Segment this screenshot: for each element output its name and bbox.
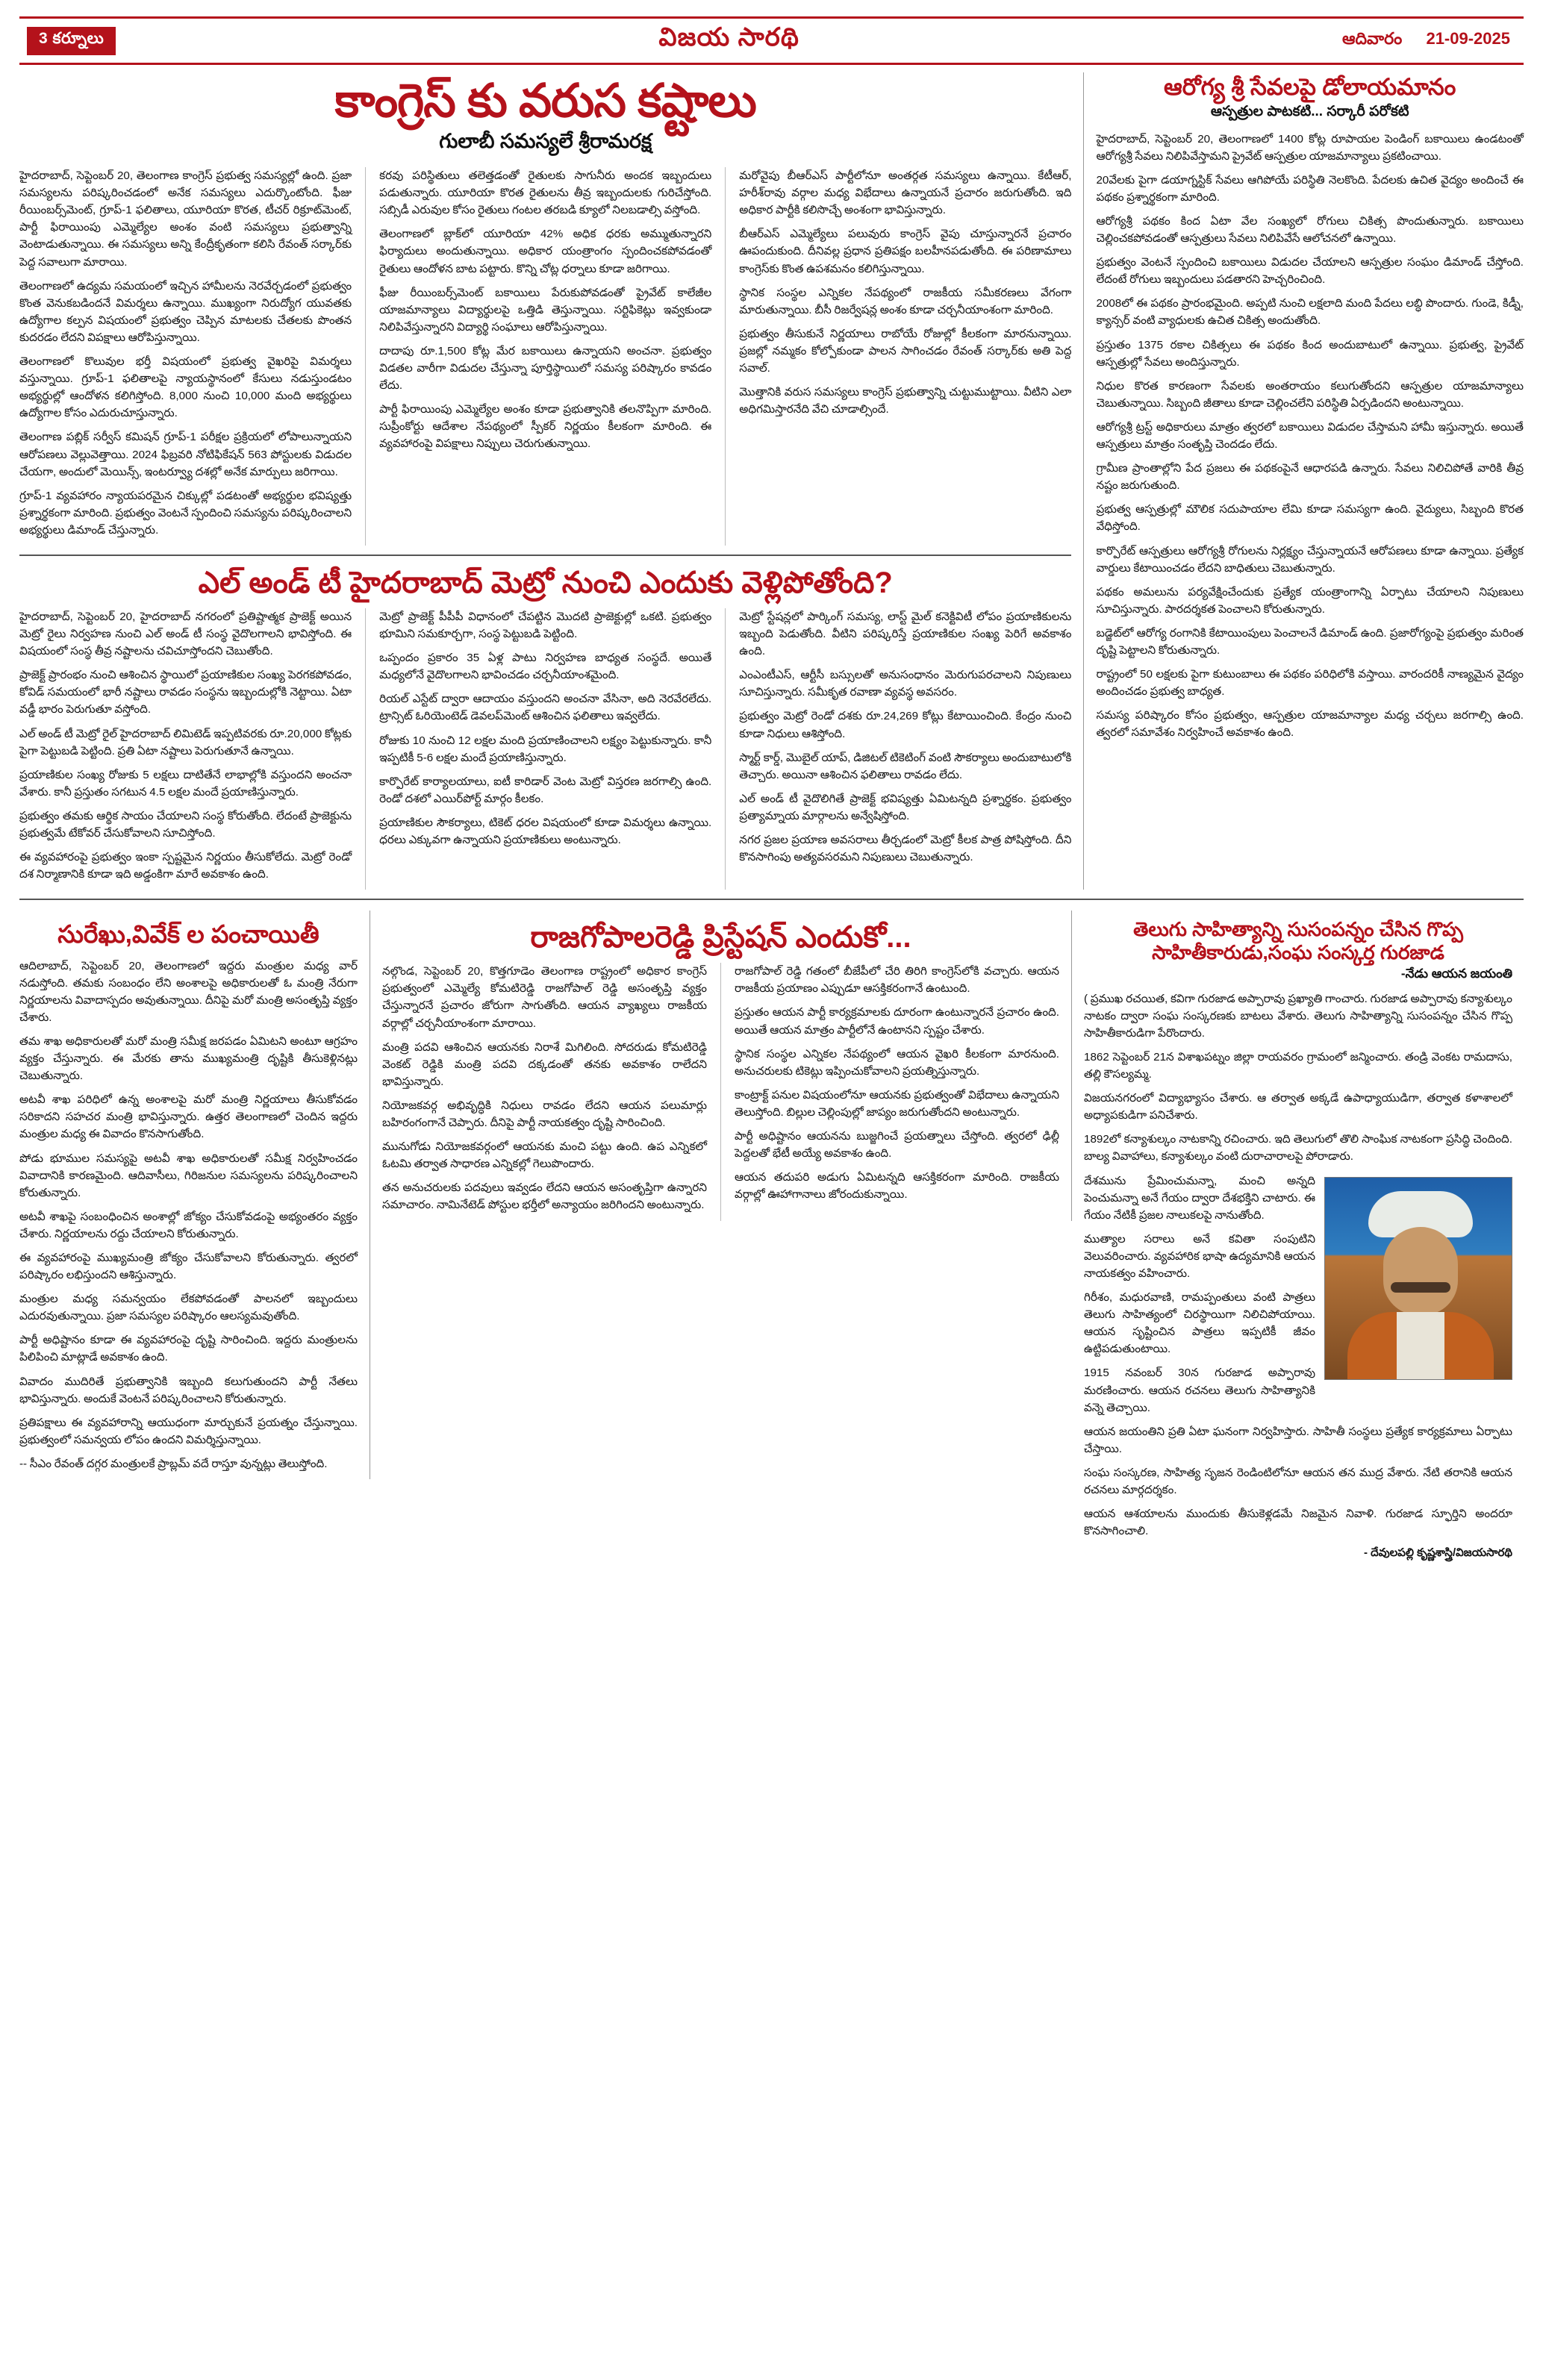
lead-story-columns [19,167,1071,546]
bottom-section [19,911,1524,1562]
paragraph: మంత్రుల మధ్య సమన్వయం లేకపోవడంతో పాలనలో ఇబ్బందులు ఎదురవుతున్నాయి. ప్రజా సమస్యల పరిష్కారం ఆలస్యమవుతోంది. [19,1293,358,1323]
paragraph: దేశమును ప్రేమించుమన్నా, మంచి అన్నది పెంచుమన్నా అనే గేయం ద్వారా దేశభక్తిని చాటారు. ఈ గేయం నేటికీ ప్రజల నాలుకలపై నానుతోంది. [1084,1174,1315,1222]
paragraph: గిరీశం, మధురవాణి, రామప్పంతులు వంటి పాత్రలు తెలుగు సాహిత్యంలో చిరస్థాయిగా నిలిచిపోయాయి. ఆయన సృష్టించిన పాత్రలు ఇప్పటికీ జీవం ఉట్టిపడుతుంటాయి. [1084,1291,1315,1356]
paragraph: ఆరోగ్యశ్రీ ట్రస్ట్ అధికారులు మాత్రం త్వరలో బకాయిలు విడుదల చేస్తామని హామీ ఇస్తున్నారు. అయితే ఆస్పత్రులు మాత్రం సంతృప్తి చెందడం లేదు. [1096,420,1524,452]
paragraph: కార్పొరేట్ ఆస్పత్రులు ఆరోగ్యశ్రీ రోగులను నిర్లక్ష్యం చేస్తున్నాయనే ఆరోపణలు కూడా ఉన్నాయి. ప్రత్యేక వార్డులు కేటాయించడం లేదని బాధితులు చెబుతున్నారు. [1096,544,1524,575]
paragraph: విజయనగరంలో విద్యాభ్యాసం చేశారు. ఆ తర్వాత అక్కడే ఉపాధ్యాయుడిగా, తర్వాత కళాశాలలో అధ్యాపకుడిగా పనిచేశారు. [1084,1092,1512,1122]
paragraph: తెలంగాణలో ఉద్యమ సమయంలో ఇచ్చిన హామీలను నెరవేర్చడంలో ప్రభుత్వం కొంత వెనుకబడిందనే విమర్శలు ఉన్నాయి. ముఖ్యంగా నిరుద్యోగ యువతకు ఉద్యోగాల కల్పన విషయంలో ప్రభుత్వం చెప్పిన మాటలకు చేతలకు పొంతన కుదరడం లేదని విపక్షాలు ఆరోపిస్తున్నాయి. [19,279,352,344]
paragraph: గ్రూప్-1 వ్యవహారం న్యాయపరమైన చిక్కుల్లో పడటంతో అభ్యర్థుల భవిష్యత్తు ప్రశ్నార్థకంగా మారింది. ప్రభుత్వం వెంటనే స్పందించి సమస్యను పరిష్కరించాలని అభ్యర్థులు డిమాండ్ చేస్తున్నారు. [19,489,352,537]
paragraph: రాష్ట్రంలో 50 లక్షలకు పైగా కుటుంబాలు ఈ పథకం పరిధిలోకి వస్తాయి. వారందరికీ నాణ్యమైన వైద్యం అందించడం ప్రభుత్వ బాధ్యత. [1096,668,1524,699]
paragraph: ప్రయాణికుల సౌకర్యాలు, టికెట్ ధరల విషయంలో కూడా విమర్శలు ఉన్నాయి. ధరలు ఎక్కువగా ఉన్నాయని ప్రయాణికులు అంటున్నారు. [379,816,712,846]
paragraph: ప్రతిపక్షాలు ఈ వ్యవహారాన్ని ఆయుధంగా మార్చుకునే ప్రయత్నం చేస్తున్నాయి. ప్రభుత్వంలో సమన్వయ లోపం ఉందని విమర్శిస్తున్నాయి. [19,1416,358,1446]
rajagopal-col-2 [735,963,1059,1220]
literature-byline: -నేడు ఆయన జయంతి [1400,966,1512,981]
paragraph: కాంట్రాక్ట్ పనుల విషయంలోనూ ఆయనకు ప్రభుత్వంతో విభేదాలు ఉన్నాయని తెలుస్తోంది. బిల్లుల చెల్లింపుల్లో జాప్యం జరుగుతోందని అంటున్నారు. [735,1088,1059,1119]
section-divider [19,899,1524,900]
panchayat-headline: సురేఖు,వివేక్ ల పంచాయితీ [57,920,319,949]
paragraph: ప్రభుత్వం తీసుకునే నిర్ణయాలు రాబోయే రోజుల్లో కీలకంగా మారనున్నాయి. ప్రజల్లో నమ్మకం కోల్పోకుండా పాలన సాగించడం రేవంత్ సర్కార్‌కు అతి పెద్ద సవాల్. [739,327,1072,375]
edition-label: 3 కర్నూలు [27,27,116,55]
paragraph: 2008లో ఈ పథకం ప్రారంభమైంది. అప్పటి నుంచి లక్షలాది మంది పేదలు లబ్ధి పొందారు. గుండె, కిడ్నీ, క్యాన్సర్ వంటి వ్యాధులకు ఉచిత చికిత్స అందుతోంది. [1096,297,1524,328]
paragraph: బడ్జెట్‌లో ఆరోగ్య రంగానికి కేటాయింపులు పెంచాలనే డిమాండ్ ఉంది. ప్రజారోగ్యంపై ప్రభుత్వం మరింత దృష్టి పెట్టాలని కోరుతున్నారు. [1096,626,1524,657]
paragraph: నిధుల కొరత కారణంగా సేవలకు అంతరాయం కలుగుతోందని ఆస్పత్రుల యాజమాన్యాలు చెబుతున్నాయి. సిబ్బంది జీతాలు కూడా చెల్లించలేని పరిస్థితి ఏర్పడిందని అంటున్నాయి. [1096,379,1524,410]
lead-col-2 [379,167,711,546]
date-label: 21-09-2025 [1426,29,1510,48]
paragraph: పార్టీ ఫిరాయింపు ఎమ్మెల్యేల అంశం కూడా ప్రభుత్వానికి తలనొప్పిగా మారింది. సుప్రీంకోర్టు ఆదేశాల నేపథ్యంలో స్పీకర్ నిర్ణయం కీలకంగా మారింది. ఈ వ్యవహారంపై విపక్షాలు నిప్పులు చెరుగుతున్నాయి. [379,403,712,451]
paragraph: పార్టీ అధిష్టానం ఆయనను బుజ్జగించే ప్రయత్నాలు చేస్తోంది. త్వరలో ఢిల్లీ పెద్దలతో భేటీ అయ్యే అవకాశం ఉంది. [735,1130,1059,1161]
main-content [19,72,1524,890]
paragraph: స్థానిక సంస్థల ఎన్నికల నేపథ్యంలో రాజకీయ సమీకరణలు వేగంగా మారుతున్నాయి. బీసీ రిజర్వేషన్ల అంశం కూడా చర్చనీయాంశంగా మారింది. [739,286,1072,316]
rajagopal-col-1 [382,963,707,1220]
column-divider [365,608,366,890]
paragraph: మునుగోడు నియోజకవర్గంలో ఆయనకు మంచి పట్టు ఉంది. ఉప ఎన్నికలో ఓటమి తర్వాత సాధారణ ఎన్నికల్లో గెలుపొందారు. [382,1140,707,1171]
paragraph: అటవీ శాఖపై సంబంధించిన అంశాల్లో జోక్యం చేసుకోవడంపై అభ్యంతరం వ్యక్తం చేశారు. నిర్ణయాలను రద్దు చేయాలని కోరుతున్నారు. [19,1210,358,1240]
paragraph: తెలంగాణలో బ్లాక్‌లో యూరియా 42% అధిక ధరకు అమ్ముతున్నారని ఫిర్యాదులు అందుతున్నాయి. అధికార యంత్రాంగం స్పందించకపోవడంతో రైతులు ఆందోళన బాట పట్టారు. కొన్ని చోట్ల ధర్నాలు కూడా జరిగాయి. [379,228,712,275]
paragraph: కరవు పరిస్థితులు తలెత్తడంతో రైతులకు సాగునీరు అందక ఇబ్బందులు పడుతున్నారు. యూరియా కొరత రైతులను తీవ్ర ఇబ్బందులకు గురిచేస్తోంది. సబ్సిడీ ఎరువుల కోసం రైతులు గంటల తరబడి క్యూలో నిలబడాల్సి వస్తోంది. [379,169,712,217]
paragraph: వివాదం ముదిరితే ప్రభుత్వానికి ఇబ్బంది కలుగుతుందని పార్టీ నేతలు భావిస్తున్నారు. అందుకే వెంటనే పరిష్కరించాలని కోరుతున్నారు. [19,1375,358,1405]
paragraph: ఈ వ్యవహారంపై ప్రభుత్వం ఇంకా స్పష్టమైన నిర్ణయం తీసుకోలేదు. మెట్రో రెండో దశ నిర్మాణానికి కూడా ఇది అడ్డంకిగా మారే అవకాశం ఉంది. [19,851,352,881]
paragraph: సమస్య పరిష్కారం కోసం ప్రభుత్వం, ఆస్పత్రుల యాజమాన్యాల మధ్య చర్చలు జరగాల్సి ఉంది. త్వరలో సమావేశం నిర్వహించే అవకాశం ఉంది. [1096,709,1524,740]
paragraph: ఒప్పందం ప్రకారం 35 ఏళ్ల పాటు నిర్వహణ బాధ్యత సంస్థదే. అయితే మధ్యలోనే వైదొలగాలని భావించడం చర్చనీయాంశమైంది. [379,652,712,682]
paragraph: 1862 సెప్టెంబర్ 21న విశాఖపట్నం జిల్లా రాయవరం గ్రామంలో జన్మించారు. తండ్రి వెంకట రామదాసు, తల్లి కౌసల్యమ్మ. [1084,1050,1512,1081]
masthead [19,16,1524,65]
paragraph: ప్రస్తుతం ఆయన పార్టీ కార్యక్రమాలకు దూరంగా ఉంటున్నారనే ప్రచారం ఉంది. అయితే ఆయన మాత్రం పార్టీలోనే ఉంటానని స్పష్టం చేశారు. [735,1006,1059,1037]
paragraph: ఎల్ అండ్ టీ వైదొలిగితే ప్రాజెక్ట్ భవిష్యత్తు ఏమిటన్నది ప్రశ్నార్థకం. ప్రభుత్వం ప్రత్యామ్నాయ మార్గాలను అన్వేషిస్తోంది. [739,792,1072,822]
paragraph: ఈ వ్యవహారంపై ముఖ్యమంత్రి జోక్యం చేసుకోవాలని కోరుతున్నారు. త్వరలో పరిష్కారం లభిస్తుందని ఆశిస్తున్నారు. [19,1251,358,1282]
paragraph: దాదాపు రూ.1,500 కోట్ల మేర బకాయిలు ఉన్నాయని అంచనా. ప్రభుత్వం విడతల వారీగా విడుదల చేస్తున్నా పూర్తిస్థాయిలో సమస్య పరిష్కారం కావడం లేదు. [379,344,712,393]
column-divider [720,963,721,1220]
literature-headline: తెలుగు సాహిత్యాన్ని సుసంపన్నం చేసిన గొప్ప సాహితీకారుడు,సంఘ సంస్కర్త గురజాడ [1133,918,1463,964]
metro-col-1 [19,608,352,890]
metro-headline: ఎల్ అండ్ టీ హైదరాబాద్ మెట్రో నుంచి ఎందుకు వెళ్లిపోతోంది? [198,566,893,599]
paragraph: గ్రామీణ ప్రాంతాల్లోని పేద ప్రజలు ఈ పథకంపైనే ఆధారపడి ఉన్నారు. సేవలు నిలిచిపోతే వారికి తీవ్ర నష్టం జరుగుతుంది. [1096,462,1524,493]
paragraph: మెట్రో ప్రాజెక్ట్ పీపీపీ విధానంలో చేపట్టిన మొదటి ప్రాజెక్టుల్లో ఒకటి. ప్రభుత్వం భూమిని సమకూర్చగా, సంస్థ పెట్టుబడి పెట్టింది. [379,610,712,641]
date-block [1342,29,1516,52]
paragraph: ఆదిలాబాద్, సెప్టెంబర్ 20, తెలంగాణలో ఇద్దరు మంత్రుల మధ్య వార్ నడుస్తోంది. తమకు సంబంధం లేని అంశాలపై అధికారులతో ఓ మంత్రి నేరుగా నిర్ణయాలను వివాదాస్పదం అవుతున్నాయి. దీనిపై మరో మంత్రి అసంతృప్తి వ్యక్తం చేశారు. [19,959,358,1024]
paragraph: ఆరోగ్యశ్రీ పథకం కింద ఏటా వేల సంఖ్యలో రోగులు చికిత్స పొందుతున్నారు. బకాయిలు చెల్లించకపోవడంతో ఆస్పత్రులు సేవలు నిలిపివేసే ఆలోచనలో ఉన్నాయి. [1096,215,1524,246]
right-zone [1084,72,1524,748]
column-divider [725,608,726,890]
section-divider [19,555,1071,556]
paragraph: తెలంగాణలో కొలువుల భర్తీ విషయంలో ప్రభుత్వ వైఖరిపై విమర్శలు వస్తున్నాయి. గ్రూప్-1 ఫలితాలపై న్యాయస్థానంలో కేసులు నడుస్తుండటం అభ్యర్థుల్లో ఆందోళన కలిగిస్తోంది. 8,000 నుంచి 10,000 మంది అభ్యర్థులు ఉద్యోగాల కోసం ఎదురుచూస్తున్నారు. [19,355,352,420]
paragraph: ఆయన జయంతిని ప్రతి ఏటా ఘనంగా నిర్వహిస్తారు. సాహితీ సంస్థలు ప్రత్యేక కార్యక్రమాలు ఏర్పాటు చేస్తాయి. [1084,1425,1512,1455]
paragraph: హైదరాబాద్, సెప్టెంబర్ 20, తెలంగాణలో 1400 కోట్ల రూపాయల పెండింగ్ బకాయిలు ఉండటంతో ఆరోగ్యశ్రీ సేవలు నిలిపివేస్తామని ప్రైవేట్ ఆస్పత్రుల యాజమాన్యాలు ప్రకటించాయి. [1096,132,1524,163]
paragraph: ప్రస్తుతం 1375 రకాల చికిత్సలు ఈ పథకం కింద అందుబాటులో ఉన్నాయి. ప్రభుత్వ, ప్రైవేట్ ఆస్పత్రుల్లో సేవలు అందిస్తున్నారు. [1096,338,1524,369]
paragraph: సంఘ సంస్కరణ, సాహిత్య సృజన రెండింటిలోనూ ఆయన తన ముద్ర వేశారు. నేటి తరానికి ఆయన రచనలు మార్గదర్శకం. [1084,1466,1512,1496]
paragraph: ( ప్రముఖ రచయిత, కవిగా గురజాడ అప్పారావు ప్రఖ్యాతి గాంచారు. గురజాడ అప్పారావు కన్యాశుల్కం నాటకం ద్వారా సంఘ సంస్కరణకు బాటలు వేశారు. తెలుగు సాహిత్యాన్ని సుసంపన్నం చేసిన గొప్ప సాహితీకారుడిగా పేరొందారు. [1084,992,1512,1040]
paragraph: ఎంఎంటీఎస్, ఆర్టీసీ బస్సులతో అనుసంధానం మెరుగుపరచాలని నిపుణులు సూచిస్తున్నారు. సమీకృత రవాణా వ్యవస్థ అవసరం. [739,669,1072,699]
shawl-shape [1397,1312,1444,1380]
rajagopal-story [370,911,1072,1220]
paragraph: తమ శాఖ అధికారులతో మరో మంత్రి సమీక్ష జరపడం ఏమిటని అంటూ ఆగ్రహం వ్యక్తం చేస్తున్నారు. ఈ మేరకు తాను ముఖ్యమంత్రి దృష్టికి తీసుకెళ్లినట్లు చెబుతున్నారు. [19,1034,358,1083]
health-headline: ఆరోగ్య శ్రీ సేవలపై డోలాయమానం [1164,74,1456,100]
face-shape [1383,1227,1458,1315]
metro-col-2 [379,608,711,890]
paragraph: హైదరాబాద్, సెప్టెంబర్ 20, హైదరాబాద్ నగరంలో ప్రతిష్టాత్మక ప్రాజెక్ట్ అయిన మెట్రో రైలు నిర్వహణ నుంచి ఎల్ అండ్ టీ సంస్థ వైదొలగాలని భావిస్తోంది. ఈ విషయంలో సంస్థ తీవ్ర నష్టాలను చవిచూస్తోందని చెబుతోంది. [19,610,352,658]
paragraph: మొత్తానికి వరుస సమస్యలు కాంగ్రెస్ ప్రభుత్వాన్ని చుట్టుముట్టాయి. వీటిని ఎలా అధిగమిస్తారనేది వేచి చూడాల్సిందే. [739,386,1072,416]
paragraph: ఆయన ఆశయాలను ముందుకు తీసుకెళ్లడమే నిజమైన నివాళి. గురజాడ స్ఫూర్తిని అందరూ కొనసాగించాలి. [1084,1508,1512,1538]
literature-story [1072,911,1512,1562]
paragraph: నగర ప్రజల ప్రయాణ అవసరాలు తీర్చడంలో మెట్రో కీలక పాత్ర పోషిస్తోంది. దీని కొనసాగింపు అత్యవసరమని నిపుణులు చెబుతున్నారు. [739,834,1072,864]
left-zone [19,72,1084,890]
paragraph: 20వేలకు పైగా డయాగ్నస్టిక్ సేవలు ఆగిపోయే పరిస్థితి నెలకొంది. పేదలకు ఉచిత వైద్యం అందించే ఈ పథకం ప్రశ్నార్థకంగా మారింది. [1096,173,1524,204]
column-divider [725,167,726,546]
story-signature: -- సీఎం రేవంత్ దగ్గర మంత్రులకే ప్రాబ్లమ్ వదే రాస్తూ వున్నట్లు తెలుస్తోంది. [19,1457,328,1470]
paragraph: 1915 నవంబర్ 30న గురజాడ అప్పారావు మరణించారు. ఆయన రచనలు తెలుగు సాహిత్యానికి వన్నె తెచ్చాయి. [1084,1367,1315,1414]
paragraph: అటవీ శాఖ పరిధిలో ఉన్న అంశాలపై మరో మంత్రి నిర్ణయాలు తీసుకోవడం సరికాదని సహచర మంత్రి భావిస్తున్నారు. ఉత్తర తెలంగాణలో చెందిన ఇద్దరు మంత్రుల మధ్య ఈ వివాదం కొనసాగుతోంది. [19,1093,358,1141]
paragraph: పోడు భూముల సమస్యపై అటవీ శాఖ అధికారులతో సమీక్ష నిర్వహించడం వివాదానికి కారణమైంది. ఆదివాసీలు, గిరిజనుల సమస్యలను పరిష్కరించాలని కోరుతున్నారు. [19,1152,358,1199]
rajagopal-columns [382,963,1059,1220]
lead-subhead: గులాబీ సమస్యలే శ్రీరామరక్ష [439,130,652,153]
gurajada-apparao-portrait [1324,1177,1512,1380]
lead-headline: కాంగ్రెస్ కు వరుస కష్టాలు [334,75,756,127]
lead-col-3 [739,167,1071,546]
paragraph: మరోవైపు బీఆర్ఎస్ పార్టీలోనూ అంతర్గత సమస్యలు ఉన్నాయి. కేటీఆర్, హరీశ్‌రావు వర్గాల మధ్య విభేదాలు ఉన్నాయనే ప్రచారం జరుగుతోంది. ఇది అధికార పార్టీకి కలిసొచ్చే అంశంగా భావిస్తున్నారు. [739,169,1072,217]
paragraph: కార్పొరేట్ కార్యాలయాలు, ఐటీ కారిడార్ వెంట మెట్రో విస్తరణ జరగాల్సి ఉంది. రెండో దశలో ఎయిర్‌పోర్ట్ మార్గం కీలకం. [379,775,712,805]
column-divider [365,167,366,546]
paragraph: ప్రభుత్వ ఆస్పత్రుల్లో మౌలిక సదుపాయాల లేమి కూడా సమస్యగా ఉంది. వైద్యులు, సిబ్బంది కొరత వేధిస్తోంది. [1096,503,1524,534]
metro-col-3 [739,608,1071,890]
paragraph: ఆయన తదుపరి అడుగు ఏమిటన్నది ఆసక్తికరంగా మారింది. రాజకీయ వర్గాల్లో ఊహాగానాలు జోరందుకున్నాయి. [735,1171,1059,1202]
paragraph: ముత్యాల సరాలు అనే కవితా సంపుటిని వెలువరించారు. వ్యవహారిక భాషా ఉద్యమానికి ఆయన నాయకత్వం వహించారు. [1084,1232,1315,1280]
paragraph: నియోజకవర్గ అభివృద్ధికి నిధులు రావడం లేదని ఆయన పలుమార్లు బహిరంగంగానే చెప్పారు. దీనిపై పార్టీ నాయకత్వం దృష్టి సారించింది. [382,1099,707,1130]
paragraph: స్థానిక సంస్థల ఎన్నికల నేపథ్యంలో ఆయన వైఖరి కీలకంగా మారనుంది. అనుచరులకు టికెట్లు ఇప్పించుకోవాలని ప్రయత్నిస్తున్నారు. [735,1047,1059,1078]
paragraph: స్మార్ట్ కార్డ్, మొబైల్ యాప్, డిజిటల్ టికెటింగ్ వంటి సౌకర్యాలు అందుబాటులోకి తెచ్చారు. అయినా ఆశించిన ఫలితాలు రావడం లేదు. [739,751,1072,781]
paragraph: ప్రభుత్వం వెంటనే స్పందించి బకాయిలు విడుదల చేయాలని ఆస్పత్రుల సంఘం డిమాండ్ చేస్తోంది. లేదంటే రోగులు ఇబ్బందులు పడతారని హెచ్చరించింది. [1096,256,1524,287]
health-subhead: ఆస్పత్రుల పాట‌కటి... సర్కారీ పరోకటి [1210,103,1409,119]
paragraph: తన అనుచరులకు పదవులు ఇవ్వడం లేదని ఆయన అసంతృప్తిగా ఉన్నారని సమాచారం. నామినేటెడ్ పోస్టుల భర్తీలో అన్యాయం జరిగిందని అంటున్నారు. [382,1181,707,1212]
panchayat-story [19,911,370,1479]
moustache-shape [1391,1282,1450,1293]
paragraph: రోజుకు 10 నుంచి 12 లక్షల మంది ప్రయాణించాలని లక్ష్యం పెట్టుకున్నారు. కానీ ఇప్పటికీ 5-6 లక్షల మందే ప్రయాణిస్తున్నారు. [379,734,712,764]
paragraph: ప్రాజెక్ట్ ప్రారంభం నుంచి ఆశించిన స్థాయిలో ప్రయాణికుల సంఖ్య పెరగకపోవడం, కోవిడ్ సమయంలో భారీ నష్టాలు రావడం సంస్థను ఇబ్బందుల్లోకి నెట్టాయి. ఏటా వడ్డీ భారం పెరుగుతూ వస్తోంది. [19,669,352,716]
paragraph: రియల్ ఎస్టేట్ ద్వారా ఆదాయం వస్తుందని అంచనా వేసినా, అది నెరవేరలేదు. ట్రాన్సిట్ ఓరియెంటెడ్ డెవలప్‌మెంట్ ఆశించిన ఫలితాలు ఇవ్వలేదు. [379,693,712,723]
paragraph: నల్గొండ, సెప్టెంబర్ 20, కొత్తగూడెం తెలంగాణ రాష్ట్రంలో అధికార కాంగ్రెస్ ప్రభుత్వంలో ఎమ్మెల్యే కోమటిరెడ్డి రాజగోపాల్ రెడ్డి అసంతృప్తి వ్యక్తం చేస్తున్నారనే ప్రచారం జోరుగా సాగుతోంది. ఆయన వ్యాఖ్యలు రాజకీయ వర్గాల్లో చర్చనీయాంశంగా మారాయి. [382,965,707,1030]
paragraph: పథకం అమలును పర్యవేక్షించేందుకు ప్రత్యేక యంత్రాంగాన్ని ఏర్పాటు చేయాలని నిపుణులు సూచిస్తున్నారు. పారదర్శకత పెంచాలని కోరుతున్నారు. [1096,585,1524,616]
newspaper-title: విజయ సారథి [658,23,799,51]
paragraph: రాజగోపాల్ రెడ్డి గతంలో బీజేపీలో చేరి తిరిగి కాంగ్రెస్‌లోకి వచ్చారు. ఆయన రాజకీయ ప్రయాణం ఎప్పుడూ ఆసక్తికరంగానే ఉంటుంది. [735,965,1059,996]
paragraph: హైదరాబాద్, సెప్టెంబర్ 20, తెలంగాణ కాంగ్రెస్ ప్రభుత్వ సమస్యల్లో ఉంది. ప్రజా సమస్యలను పరిష్కరించడంలో అనేక సమస్యలు ఎదుర్కొంటోంది. ఫీజు రీయింబర్స్‌మెంట్, గ్రూప్-1 ఫలితాలు, యూరియా కొరత, టీచర్ రిక్రూట్‌మెంట్, పార్టీ ఫిరాయింపు ఎమ్మెల్యేల అంశం వంటి సమస్యలు ప్రభుత్వాన్ని వెంటాడుతున్నాయి. ఈ సమస్యలు అన్ని కేంద్రీకృతంగా కలిసి రేవంత్ సర్కార్‌కు పెద్ద సవాలుగా మారాయి. [19,169,352,269]
paragraph: ప్రభుత్వం మెట్రో రెండో దశకు రూ.24,269 కోట్లు కేటాయించింది. కేంద్రం నుంచి కూడా నిధులు ఆశిస్తోంది. [739,710,1072,740]
lead-col-1 [19,167,352,546]
paragraph: బీఆర్ఎస్ ఎమ్మెల్యేలు పలువురు కాంగ్రెస్ వైపు చూస్తున్నారనే ప్రచారం ఊపందుకుంది. దీనివల్ల ప్రధాన ప్రతిపక్షం బలహీనపడుతోంది. ఈ పరిణామాలు కాంగ్రెస్‌కు కొంత ఉపశమనం కలిగిస్తున్నాయి. [739,228,1072,275]
paragraph: పార్టీ అధిష్టానం కూడా ఈ వ్యవహారంపై దృష్టి సారించింది. ఇద్దరు మంత్రులను పిలిపించి మాట్లాడే అవకాశం ఉంది. [19,1334,358,1364]
metro-story-columns [19,608,1071,890]
paragraph: మెట్రో స్టేషన్లలో పార్కింగ్ సమస్య, లాస్ట్ మైల్ కనెక్టివిటీ లోపం ప్రయాణికులను ఇబ్బంది పెడుతోంది. వీటిని పరిష్కరిస్తే ప్రయాణికుల సంఖ్య పెరిగే అవకాశం ఉంది. [739,610,1072,658]
literature-credit: - దేవులపల్లి కృష్ణశాస్త్రి/విజయసారథి [1363,1546,1512,1560]
paragraph: ప్రయాణికుల సంఖ్య రోజుకు 5 లక్షలు దాటితేనే లాభాల్లోకి వస్తుందని అంచనా వేశారు. కానీ ప్రస్తుతం సగటున 4.5 లక్షల మందే ప్రయాణిస్తున్నారు. [19,768,352,799]
paragraph: తెలంగాణ పబ్లిక్ సర్వీస్ కమిషన్ గ్రూప్-1 పరీక్షల ప్రక్రియలో లోపాలున్నాయని ఆరోపణలు వెల్లువెత్తాయి. 2024 ఫిబ్రవరి నోటిఫికేషన్ 563 పోస్టులకు విడుదల చేయగా, అందులో మెయిన్స్, ఇంటర్వ్యూ దశల్లో అనేక మార్పులు జరిగాయి. [19,431,352,478]
paragraph: ఎల్ అండ్ టీ మెట్రో రైల్ హైదరాబాద్ లిమిటెడ్ ఇప్పటివరకు రూ.20,000 కోట్లకు పైగా పెట్టుబడి పెట్టింది. ప్రతి ఏటా నష్టాలు పెరుగుతూనే ఉన్నాయి. [19,727,352,758]
rajagopal-headline: రాజగోపాలరెడ్డి ప్రిస్టేషన్ ఎందుకో... [530,921,911,955]
paragraph: 1892లో కన్యాశుల్కం నాటకాన్ని రచించారు. ఇది తెలుగులో తొలి సాంఘిక నాటకంగా ప్రసిద్ధి చెందింది. బాల్య వివాహాలు, కన్యాశుల్కం వంటి దురాచారాలపై పోరాడారు. [1084,1133,1512,1164]
paragraph: ప్రభుత్వం తమకు ఆర్థిక సాయం చేయాలని సంస్థ కోరుతోంది. లేదంటే ప్రాజెక్టును ప్రభుత్వమే టేకోవర్ చేసుకోవాలని సూచిస్తోంది. [19,809,352,840]
paragraph: మంత్రి పదవి ఆశించిన ఆయనకు నిరాశే మిగిలింది. సోదరుడు కోమటిరెడ్డి వెంకట్ రెడ్డికి మంత్రి పదవి దక్కడంతో తనకు అవకాశం రాలేదని భావిస్తున్నారు. [382,1040,707,1088]
day-label: ఆదివారం [1341,29,1403,48]
paragraph: ఫీజు రీయింబర్స్‌మెంట్ బకాయిలు పేరుకుపోవడంతో ప్రైవేట్ కాలేజీల యాజమాన్యాలు విద్యార్థులపై ఒత్తిడి తెస్తున్నాయి. సర్టిఫికెట్లు ఇవ్వకుండా నిలిపివేస్తున్నారని విద్యార్థి సంఘాలు ఆరోపిస్తున్నాయి. [379,286,712,334]
